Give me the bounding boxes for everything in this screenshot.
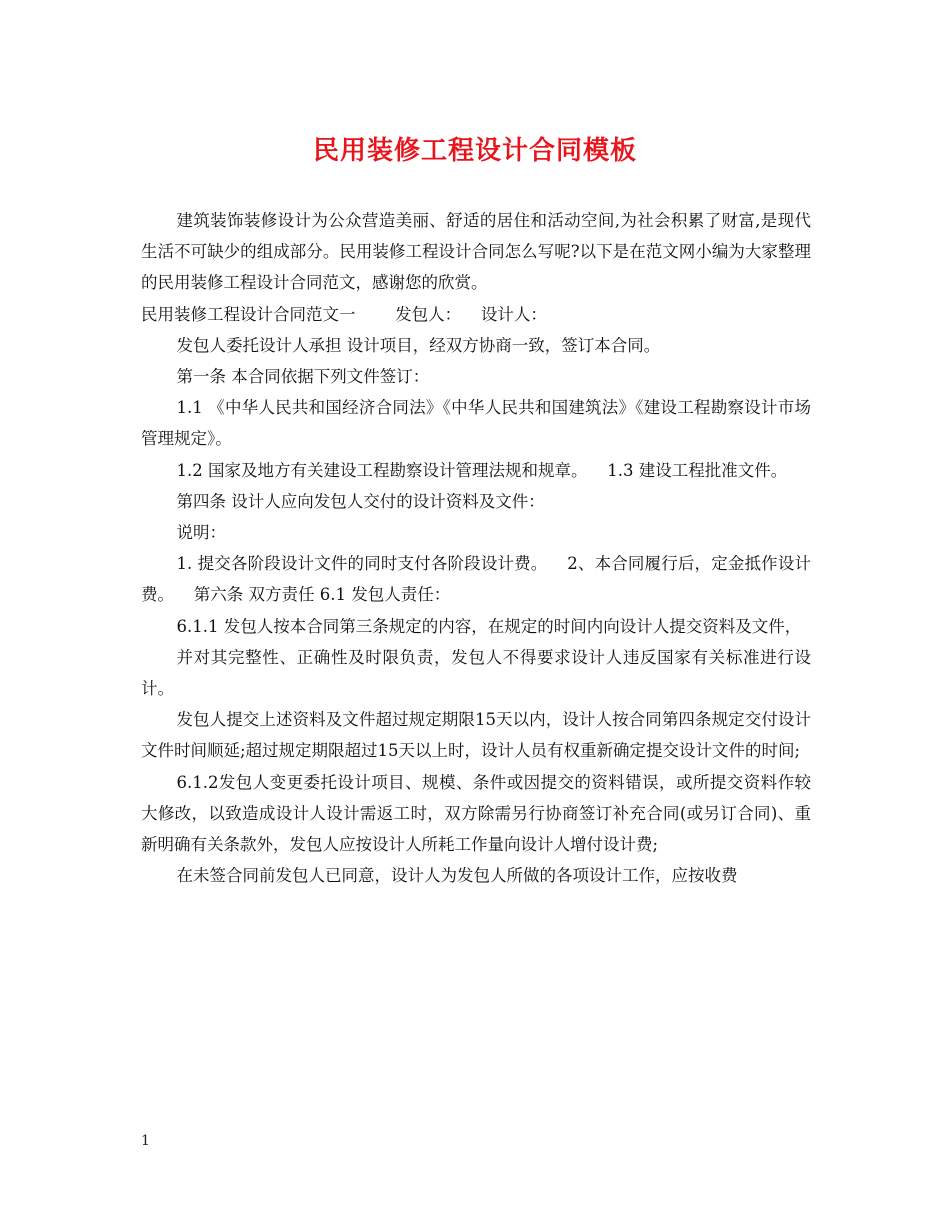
- paragraph-6-1-2: 6.1.2发包人变更委托设计项目、规模、条件或因提交的资料错误，或所提交资料作较大修改，以致造成设计人设计需返工时，双方除需另行协商签订补充合同(或另订合同)、重新明确有关条款外，发包人应按设计人所耗工作量向设计人增付设计费;: [141, 772, 811, 855]
- sample-heading: 民用装修工程设计合同范文一: [141, 304, 356, 324]
- page-number: 1: [141, 1133, 150, 1149]
- paragraph-note: 说明：: [176, 523, 226, 543]
- document-title: 民用装修工程设计合同模板: [312, 136, 637, 166]
- intro-paragraph: 建筑装饰装修设计为公众营造美丽、舒适的居住和活动空间,为社会积累了财富,是现代生活不可缺少的组成部分。民用装修工程设计合同怎么写呢?以下是在范文网小编为大家整理的民用装修工程设计合同范文，感谢您的欣赏。: [141, 211, 811, 293]
- paragraph-1-2: [141, 455, 811, 486]
- paragraph-6-1-1: 6.1.1 发包人按本合同第三条规定的内容，在规定的时间内向设计人提交资料及文件，: [176, 616, 802, 636]
- party-a-label: 发包人：: [395, 304, 462, 324]
- paragraph-responsibility: 并对其完整性、正确性及时限负责，发包人不得要求设计人违反国家有关标准进行设计。: [141, 647, 811, 699]
- paragraph-unsigned: 在未签合同前发包人已同意，设计人为发包人所做的各项设计工作，应按收费: [176, 866, 738, 886]
- paragraph-article-4: 第四条 设计人应向发包人交付的设计资料及文件：: [176, 491, 545, 511]
- clause-payment-2: 2、本合同履行后，定金抵作设计费。: [141, 554, 811, 605]
- clause-1-2: 1.2 国家及地方有关建设工程勘察设计管理法规和规章。: [176, 460, 588, 480]
- clause-payment-1: 1. 提交各阶段设计文件的同时支付各阶段设计费。: [176, 554, 548, 574]
- paragraph-deadline: 发包人提交上述资料及文件超过规定期限15天以内，设计人按合同第四条规定交付设计文件时间顺延;超过规定期限超过15天以上时，设计人员有权重新确定提交设计文件的时间;: [141, 710, 811, 761]
- paragraph-article-1: 第一条 本合同依据下列文件签订：: [176, 367, 430, 387]
- paragraph-1-1: 1.1 《中华人民共和国经济合同法》《中华人民共和国建筑法》《建设工程勘察设计市场管理规定》。: [141, 398, 811, 449]
- party-b-label: 设计人：: [480, 304, 547, 324]
- clause-article-6: 第六条 双方责任 6.1 发包人责任：: [193, 585, 451, 605]
- sample-heading-line: [141, 299, 811, 330]
- document-body: [141, 205, 811, 891]
- clause-1-3: 1.3 建设工程批准文件。: [607, 460, 788, 480]
- paragraph-entrust: 发包人委托设计人承担 设计项目，经双方协商一致，签订本合同。: [176, 335, 661, 355]
- paragraph-payment: [141, 548, 811, 610]
